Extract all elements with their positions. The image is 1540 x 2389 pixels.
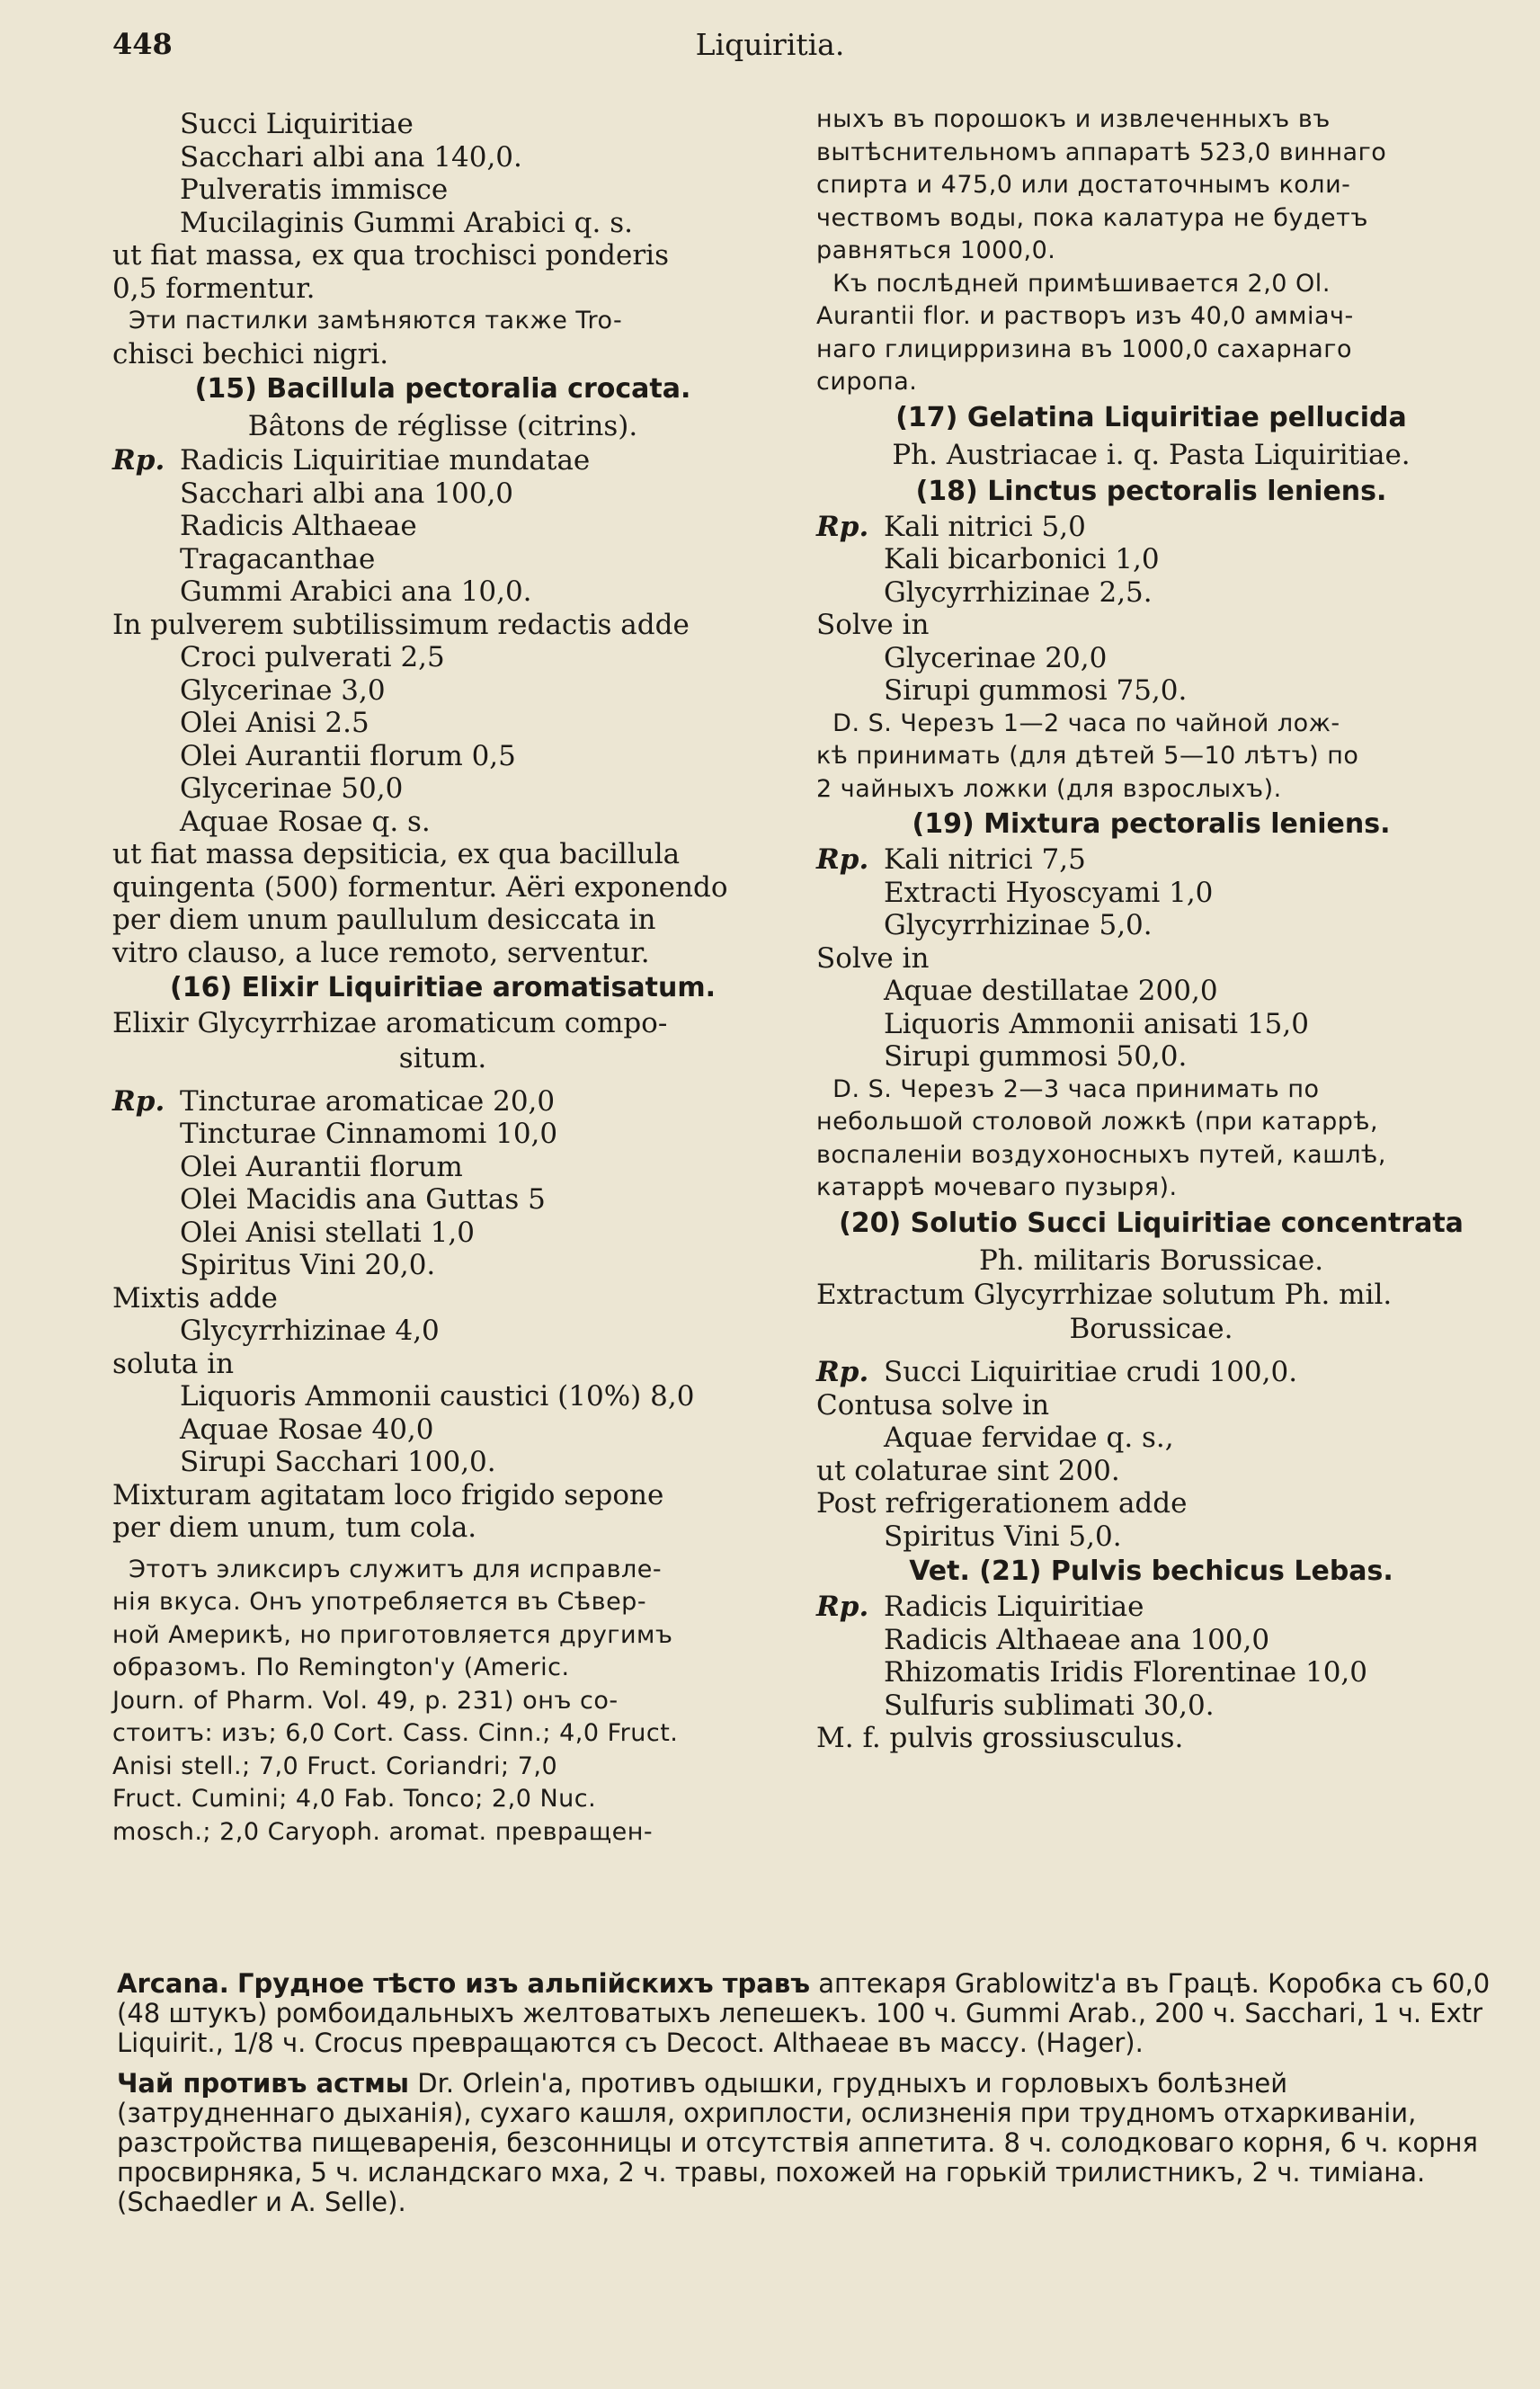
russian-text-line: кѣ принимать (для дѣтей 5—10 лѣтъ) по [816,742,1359,770]
ingredient-line: Radicis Althaeae [180,510,417,542]
ingredient-line: Sacchari albi ana 140,0. [180,140,522,174]
text-line: Elixir Glycyrrhizae aromaticum compo- [112,1007,668,1039]
ingredient-line: Radicis Althaeae ana 100,0 [884,1623,1270,1656]
russian-text-line: спирта и 475,0 или достаточнымъ коли- [816,171,1351,199]
text-line: 0,5 formentur. [112,272,316,305]
ingredient-line: Tincturae Cinnamomi 10,0 [180,1118,558,1150]
russian-text-line: сиропа. [816,368,918,396]
text-line: Mixtis adde [112,1281,278,1315]
spacer [112,1545,773,1554]
text-line: vitro clauso, a luce remoto, serventur. [112,936,650,969]
text-line: Mixturam agitatam loco frigido sepone [112,1478,664,1511]
page-number: 448 [112,27,173,61]
ingredient-text: Kali nitrici 7,5 [884,843,1086,876]
russian-text-line: Этотъ эликсиръ служитъ для исправле- [112,1555,663,1583]
russian-text-line: mosch.; 2,0 Caryoph. aromat. превращен- [112,1817,654,1846]
ingredient-line: Liquoris Ammonii caustici (10%) 8,0 [180,1380,695,1413]
russian-text-line: ной Америкѣ, но приготовляется другимъ [112,1620,673,1649]
russian-text-line: D. S. Черезъ 1—2 часа по чайной лож- [816,709,1340,737]
footer-notes [117,1969,1492,2228]
arcana-text: аптекаря Grablowitz'a въ Грацѣ. Коробка съ 60,0 (48 штукъ) ромбоидальныхъ желтоватыхъ лепешекъ. 100 ч. Gummi Arab., 200 ч. Sacchari, 1 ч. Extr Liquirit., 1/8 ч. Crocus превращаются съ Decoct. Althaeae въ массу. (Hager). [117,1968,1491,2058]
section-heading: (16) Elixir Liquiritiae aromatisatum. [169,972,717,1003]
section-heading: (17) Gelatina Liquiritiae pellucida [895,401,1407,433]
ingredient-line: Glycerinae 50,0 [180,772,404,805]
ingredient-line: Olei Anisi 2.5 [180,707,369,739]
text-line: ut fiat massa depsiticia, ex qua bacillula [112,838,681,870]
text-line: ut fiat massa, ex qua trochisci ponderis [112,239,669,272]
russian-text-line: чествомъ воды, пока калатура не будетъ [816,203,1368,232]
text-line: Solve in [816,941,930,975]
running-head: Liquiritia. [695,27,845,62]
russian-text-line: Къ послѣдней примѣшивается 2,0 Ol. [816,269,1331,298]
recipe-line [816,1591,1486,1624]
ingredient-line: Aquae Rosae 40,0 [180,1413,434,1446]
ingredient-line: Sirupi gummosi 75,0. [884,674,1188,707]
ingredient-line: Mucilaginis Gummi Arabici q. s. [180,206,633,239]
russian-text-line: стоитъ: изъ; 6,0 Cort. Cass. Cinn.; 4,0 Fruct. [112,1719,679,1747]
section-subtitle: Ph. Austriacae i. q. Pasta Liquiritiae. [892,438,1411,471]
ingredient-text: Tincturae aromaticae 20,0 [180,1084,556,1118]
ingredient-line: Aquae fervidae q. s., [884,1422,1174,1454]
russian-text-line: Aurantii flor. и растворъ изъ 40,0 амміач- [816,302,1354,330]
russian-text-line: катаррѣ мочеваго пузыря). [816,1173,1178,1201]
text-line: per diem unum, tum cola. [112,1511,477,1544]
section-subtitle: Borussicae. [1069,1313,1233,1345]
ingredient-line: Aquae Rosae q. s. [180,805,431,838]
text-line: M. f. pulvis grossiusculus. [816,1722,1184,1754]
arcana-paragraph [117,1969,1492,2058]
page-header [0,27,1540,72]
arcana-title: Грудное тѣсто изъ альпійскихъ травъ [236,1968,810,1999]
right-column [816,103,1486,1755]
section-subtitle: Ph. militaris Borussicae. [978,1244,1324,1277]
ingredient-line: Pulveratis immisce [180,174,449,206]
section-subtitle: situm. [398,1041,487,1074]
ingredient-line: Olei Aurantii florum 0,5 [180,739,516,772]
ingredient-line: Rhizomatis Iridis Florentinae 10,0 [884,1656,1367,1689]
ingredient-line: Sirupi gummosi 50,0. [884,1040,1188,1073]
ingredient-line: Spiritus Vini 20,0. [180,1249,436,1281]
russian-text-line: наго глицирризина въ 1000,0 сахарнаго [816,334,1352,363]
ingredient-line: Succi Liquiritiae [180,108,414,140]
text-line: Post refrigerationem adde [816,1487,1188,1520]
ingredient-line: Sulfuris sublimati 30,0. [884,1689,1215,1722]
ingredient-text: Radicis Liquiritiae [884,1591,1144,1623]
ingredient-line: Glycerinae 3,0 [180,673,386,707]
ingredient-line: Tragacanthae [180,542,376,575]
section-heading: (19) Mixtura pectoralis leniens. [912,808,1391,840]
spacer [112,1076,773,1085]
asthma-tea-paragraph [117,2069,1492,2217]
spacer [816,1347,1486,1356]
section-heading: (18) Linctus pectoralis leniens. [915,475,1387,507]
ingredient-line: Olei Anisi stellati 1,0 [180,1216,475,1249]
ingredient-line: Gummi Arabici ana 10,0. [180,575,532,608]
ingredient-line: Kali bicarbonici 1,0 [884,543,1160,575]
ingredient-line: Glycyrrhizinae 5,0. [884,909,1153,941]
ingredient-line: Glycerinae 20,0 [884,641,1108,674]
rp-abbrev: Rp. [816,1356,869,1388]
ingredient-text: Kali nitrici 5,0 [884,510,1086,543]
russian-text-line: равняться 1000,0. [816,236,1056,264]
ingredient-line: Olei Aurantii florum [180,1150,463,1183]
rp-abbrev: Rp. [112,444,165,477]
recipe-line [112,1085,773,1119]
ingredient-text: Succi Liquiritiae crudi 100,0. [884,1356,1298,1388]
asthma-tea-text: Dr. Orlein'a, противъ одышки, грудныхъ и горловыхъ болѣзней (затрудненнаго дыханія), сухаго кашля, охриплости, ослизненія при трудномъ отхаркиваніи, разстройства пищеваренія, безсонницы и отсутствія аппетита. 8 ч. солодковаго корня, 6 ч. корня просвирняка, 5 ч. исландскаго мха, 2 ч. травы, похожей на горькій трилистникъ, 2 ч. тиміана. (Schaedler и A. Selle). [117,2068,1478,2217]
ingredient-line: Olei Macidis ana Guttas 5 [180,1183,546,1216]
russian-text-line: воспаленіи воздухоносныхъ путей, кашлѣ, [816,1140,1386,1169]
left-column [112,108,773,1849]
section-subtitle: Bâtons de réglisse (citrins). [247,410,638,442]
text-line: Extractum Glycyrrhizae solutum Ph. mil. [816,1278,1393,1311]
ingredient-line: Glycyrrhizinae 2,5. [884,575,1153,609]
russian-text-line: нія вкуса. Онъ употребляется въ Сѣвер- [112,1588,647,1616]
recipe-line [816,511,1486,544]
section-heading: (20) Solutio Succi Liquiritiae concentrata [839,1207,1464,1239]
text-line: per diem unum paullulum desiccata in [112,904,656,936]
rp-abbrev: Rp. [816,510,869,543]
recipe-line [112,444,773,477]
russian-text-line: вытѣснительномъ аппаратѣ 523,0 виннаго [816,138,1387,166]
ingredient-line: Liquoris Ammonii anisati 15,0 [884,1007,1309,1040]
text-line: chisci bechici nigri. [112,337,389,370]
text-line: In pulverem subtilissimum redactis adde [112,608,690,641]
recipe-line [816,1356,1486,1389]
rp-abbrev: Rp. [816,843,869,876]
ingredient-line: Sirupi Sacchari 100,0. [180,1446,496,1478]
section-heading: (15) Bacillula pectoralia crocata. [194,373,691,405]
russian-text-line: D. S. Черезъ 2—3 часа принимать по [816,1074,1320,1103]
ingredient-text: Radicis Liquiritiae mundatae [180,444,591,477]
text-line: quingenta (500) formentur. Aëri exponendo [112,870,728,904]
text-line: Contusa solve in [816,1388,1050,1422]
russian-text-line: Anisi stell.; 7,0 Fruct. Coriandri; 7,0 [112,1752,558,1780]
ingredient-line: Sacchari albi ana 100,0 [180,477,514,510]
rp-abbrev: Rp. [112,1084,165,1118]
russian-text-line: 2 чайныхъ ложки (для взрослыхъ). [816,774,1282,803]
ingredient-line: Aquae destillatae 200,0 [884,975,1218,1007]
russian-text-line: Fruct. Cumini; 4,0 Fab. Tonco; 2,0 Nuc. [112,1785,597,1813]
recipe-line [816,843,1486,877]
russian-text-line: небольшой столовой ложкѣ (при катаррѣ, [816,1108,1379,1136]
ingredient-line: Spiritus Vini 5,0. [884,1520,1122,1553]
asthma-tea-title: Чай противъ астмы [117,2068,410,2099]
russian-text-line: Эти пастилки замѣняются также Tro- [112,307,623,334]
ingredient-line: Extracti Hyoscyami 1,0 [884,876,1214,909]
ingredient-line: Croci pulverati 2,5 [180,641,445,673]
russian-text-line: Journ. of Pharm. Vol. 49, p. 231) онъ со- [112,1686,619,1715]
ingredient-line: Glycyrrhizinae 4,0 [180,1315,440,1347]
text-line: soluta in [112,1347,235,1380]
arcana-label: Arcana. [117,1968,229,1999]
russian-text-line: образомъ. По Remington'y (Americ. [112,1654,570,1681]
text-line: Solve in [816,609,930,641]
rp-abbrev: Rp. [816,1591,869,1623]
text-line: ut colaturae sint 200. [816,1454,1120,1487]
russian-text-line: ныхъ въ порошокъ и извлеченныхъ въ [816,105,1331,133]
section-heading: Vet. (21) Pulvis bechicus Lebas. [909,1556,1393,1587]
